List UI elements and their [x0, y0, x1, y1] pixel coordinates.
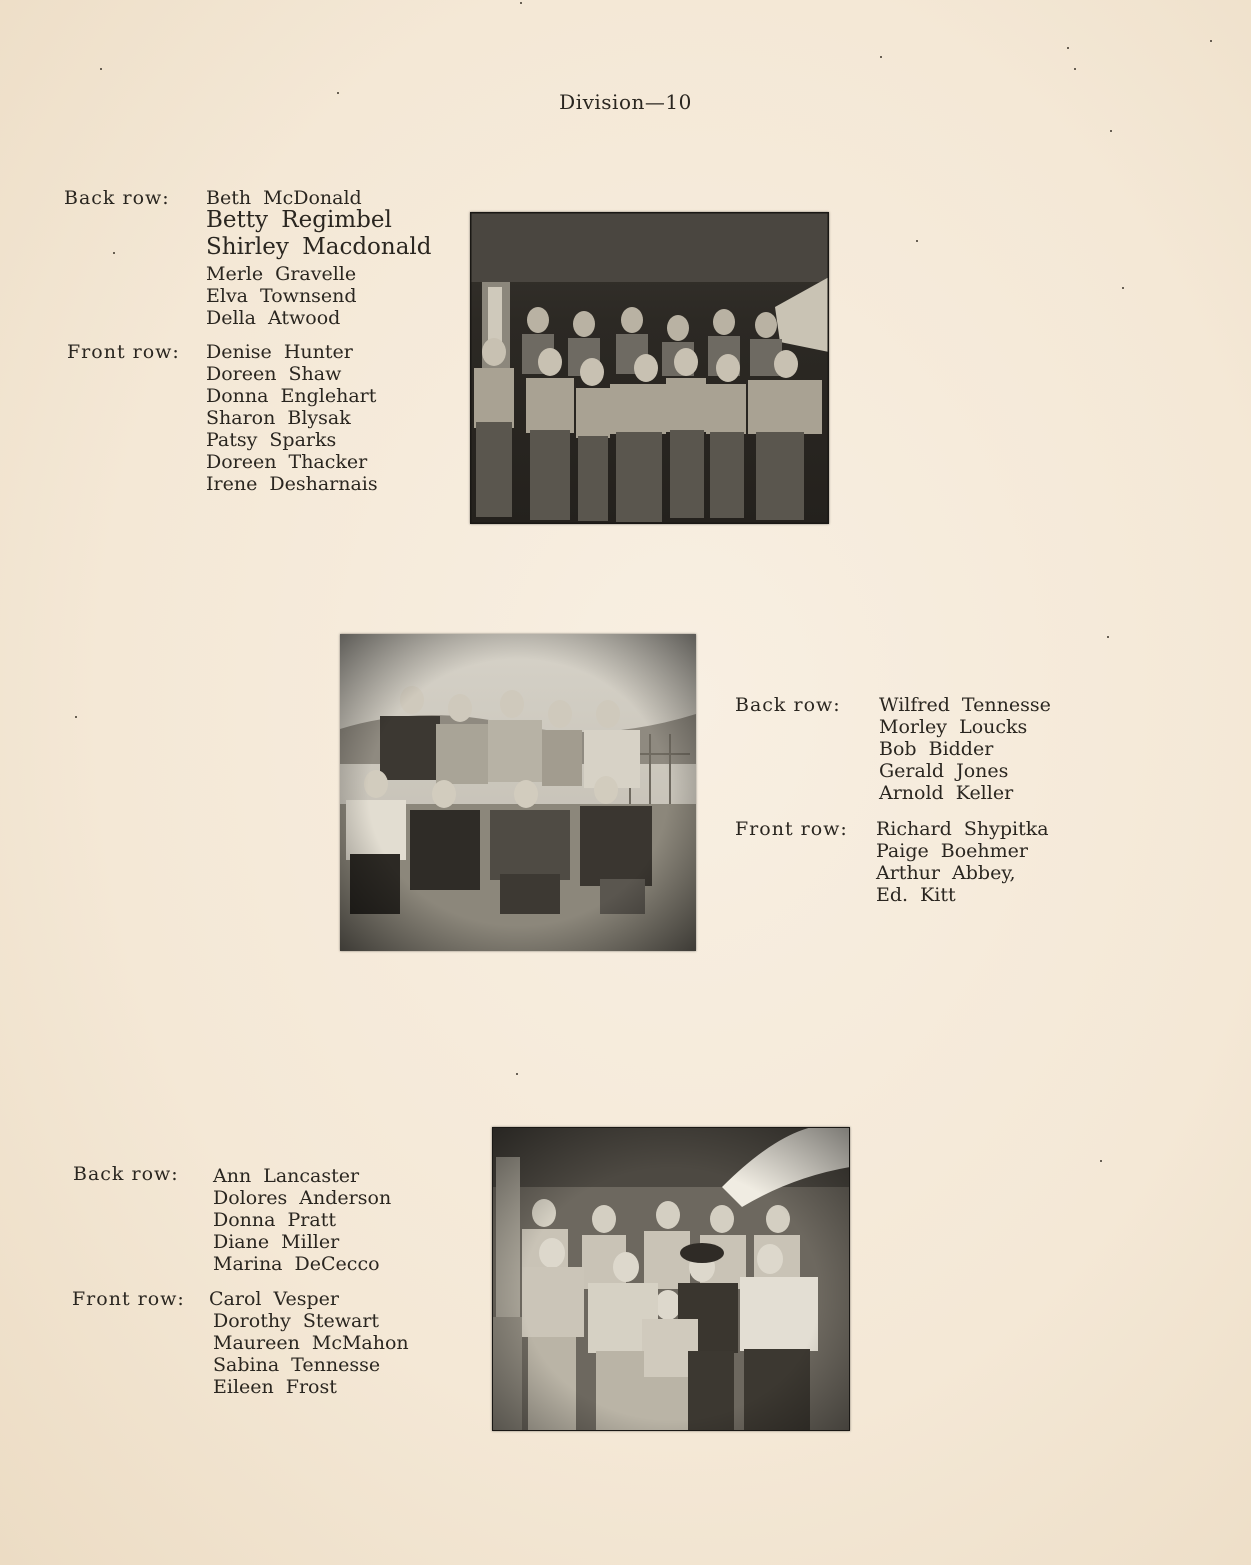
name: Irene Desharnais — [206, 473, 378, 495]
name: Richard Shypitka — [876, 818, 1049, 840]
name: Maureen McMahon — [213, 1332, 409, 1354]
name: Paige Boehmer — [876, 840, 1029, 862]
name: Dorothy Stewart — [213, 1310, 380, 1332]
back-row-label: Back row: — [64, 187, 170, 209]
name: Beth McDonald — [206, 187, 362, 209]
back-row-names — [879, 694, 1051, 804]
page-title: Division—10 — [559, 90, 692, 114]
name: Eileen Frost — [213, 1376, 337, 1398]
name: Bob Bidder — [879, 738, 994, 760]
name: Sharon Blysak — [206, 407, 351, 429]
back-row-names — [213, 1165, 391, 1275]
name: Arthur Abbey, — [876, 862, 1016, 884]
name: Morley Loucks — [879, 716, 1028, 738]
name: Betty Regimbel — [206, 207, 392, 233]
name: Marina DeCecco — [213, 1253, 380, 1275]
front-row-label: Front row: — [67, 341, 180, 363]
name: Doreen Thacker — [206, 451, 368, 473]
name: Dolores Anderson — [213, 1187, 392, 1209]
group-photo-1 — [470, 212, 829, 524]
name: Ann Lancaster — [213, 1165, 360, 1187]
name: Diane Miller — [213, 1231, 340, 1253]
name: Della Atwood — [206, 307, 341, 329]
name: Arnold Keller — [879, 782, 1014, 804]
group-photo-3 — [492, 1127, 850, 1431]
name: Merle Gravelle — [206, 263, 357, 285]
front-row-names — [206, 341, 378, 495]
group-photo-2 — [340, 634, 696, 951]
back-row-names — [206, 187, 432, 329]
name: Sabina Tennesse — [213, 1354, 381, 1376]
back-row-label: Back row: — [735, 694, 841, 716]
name: Carol Vesper — [209, 1288, 339, 1310]
front-row-names — [209, 1288, 409, 1398]
front-row-names — [876, 818, 1049, 906]
name: Ed. Kitt — [876, 884, 956, 906]
front-row-label: Front row: — [735, 818, 848, 840]
name: Donna Pratt — [213, 1209, 336, 1231]
name: Patsy Sparks — [206, 429, 337, 451]
name: Donna Englehart — [206, 385, 377, 407]
name: Wilfred Tennesse — [879, 694, 1051, 716]
name: Denise Hunter — [206, 341, 353, 363]
name: Gerald Jones — [879, 760, 1009, 782]
back-row-label: Back row: — [73, 1163, 179, 1185]
front-row-label: Front row: — [72, 1288, 185, 1310]
name: Doreen Shaw — [206, 363, 342, 385]
name: Shirley Macdonald — [206, 234, 432, 260]
name: Elva Townsend — [206, 285, 357, 307]
